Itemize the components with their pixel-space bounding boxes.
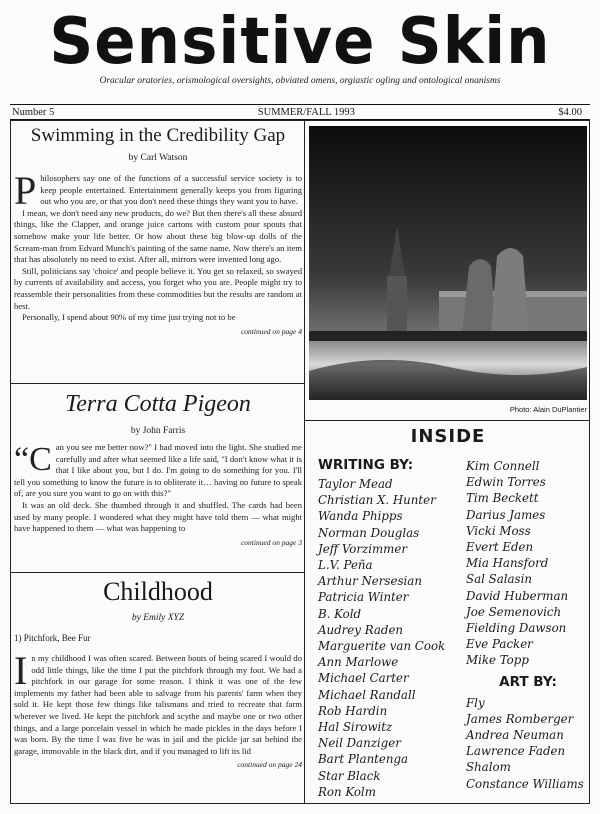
writer-name: Neil Danziger bbox=[318, 736, 401, 751]
drop-cap: I bbox=[14, 648, 28, 693]
story-byline: by John Farris bbox=[130, 426, 186, 436]
writer-name: Fielding Dawson bbox=[466, 621, 567, 636]
writer-name: Star Black bbox=[318, 768, 381, 783]
writer-name: Rob Hardin bbox=[318, 703, 388, 718]
writer-name: Sal Salasin bbox=[466, 572, 532, 587]
writer-name: L.V. Peña bbox=[318, 558, 373, 573]
story-subhead: 1) Pitchfork, Bee Fur bbox=[14, 633, 91, 643]
issue-season: SUMMER/FALL 1993 bbox=[257, 106, 355, 118]
artist-name: Lawrence Faden bbox=[466, 744, 566, 759]
artist-name: Fly bbox=[466, 695, 485, 710]
writing-heading: WRITING BY: bbox=[318, 457, 414, 473]
art-heading: ART BY: bbox=[499, 673, 557, 690]
writer-name: Joe Semenovich bbox=[466, 604, 562, 619]
writer-name: Ann Marlowe bbox=[318, 655, 399, 670]
story-body bbox=[14, 648, 302, 757]
story-paragraph: “Can you see me better now?" I had moved into the light. She studied me carefully and after what seemed like a life said, "I don't know what it is that I like about you, but I do. I'm going to do something for you. I'll tell you something to know the future is to obliterate it… having no future to speak of, are you sure you want to go on with this?" bbox=[14, 441, 302, 499]
story-byline: by Carl Watson bbox=[128, 153, 188, 163]
story-divider-2 bbox=[10, 572, 305, 573]
writers-left-column bbox=[318, 456, 463, 800]
masthead bbox=[0, 6, 600, 86]
inside-title: INSIDE bbox=[410, 426, 486, 447]
writer-name: Patricia Winter bbox=[318, 590, 409, 605]
issue-number: Number 5 bbox=[12, 106, 55, 118]
writer-name: Mike Topp bbox=[466, 653, 529, 668]
writer-name: Taylor Mead bbox=[318, 477, 393, 491]
story-byline: by Emily XYZ bbox=[131, 613, 185, 623]
inside-divider bbox=[304, 420, 590, 421]
writer-name: Tim Beckett bbox=[466, 491, 539, 506]
story-terra-cotta-pigeon bbox=[14, 392, 302, 547]
drop-cap: “C bbox=[14, 441, 52, 478]
writer-name: Mia Hansford bbox=[466, 556, 549, 571]
writer-name: Michael Carter bbox=[318, 671, 409, 686]
writer-name: Audrey Raden bbox=[318, 622, 404, 637]
story-paragraph: Philosophers say one of the functions of a successful service society is to keep people entertained. Entertainment generally keeps you from figuring out who you are, or that you don't need these things they want you to have. bbox=[14, 168, 302, 213]
writer-name: Vicki Moss bbox=[466, 523, 531, 538]
drop-cap: P bbox=[14, 168, 37, 213]
story-body bbox=[14, 442, 302, 535]
writer-name: Kim Connell bbox=[466, 459, 540, 473]
story-paragraph: Personally, I spend about 90% of my time just trying not to be bbox=[22, 312, 236, 323]
writer-name: Jeff Vorzimmer bbox=[318, 541, 407, 556]
masthead-title: Sensitive Skin bbox=[49, 4, 551, 79]
continued-link[interactable]: continued on page 24 bbox=[237, 760, 302, 770]
writer-name: Arthur Nersesian bbox=[318, 574, 422, 589]
cover-photo bbox=[309, 126, 587, 400]
artist-name: Andrea Neuman bbox=[466, 728, 564, 743]
photo-credit: Photo: Alain DuPlantier bbox=[509, 405, 587, 414]
red-square-photo bbox=[309, 126, 587, 400]
writer-name: Hal Sirowitz bbox=[318, 720, 393, 735]
story-paragraph: It was an old deck. She thumbed through it and shuffled. The cards had been used by many people. I wondered what they might have told them — what might have happened to them — what was happening to bbox=[14, 499, 302, 534]
continued-link[interactable]: continued on page 4 bbox=[240, 326, 302, 336]
writer-name: Darius James bbox=[466, 507, 546, 522]
story-paragraph: In my childhood I was often scared. Between bouts of being scared I would do odd little things, like the time I put the pitchfork through my foot. We had a pitchfork in our garage for some reason. I think it was one of the few implements my father had been able to salvage from his parents' farm when they sold it. He kept those few things like talismans and tried to recreate that farm wherever we lived. He kept the pitchfork and scythe and maybe one or two other things, and a large porcelain vessel in which he made pickles in the days before I was born. By the time I was five he was in jail and the pickle jar sat behind the garage, immovable in the black dirt, and if you managed to lift its lid bbox=[14, 648, 302, 756]
artist-name: Constance Williams bbox=[466, 776, 584, 791]
story-title: Terra Cotta Pigeon bbox=[65, 391, 251, 417]
issue-price: $4.00 bbox=[558, 106, 582, 118]
masthead-tagline: Oracular oratories, orismological oversights, obviated omens, orgiastic ogling and ontological onanisms bbox=[99, 76, 501, 86]
writer-name: Eve Packer bbox=[466, 637, 533, 652]
story-credibility-gap bbox=[14, 126, 302, 336]
writer-name: B. Kold bbox=[318, 606, 362, 621]
story-childhood bbox=[14, 579, 302, 769]
story-divider-1 bbox=[10, 383, 305, 384]
artist-name: Shalom bbox=[466, 760, 511, 775]
story-body bbox=[14, 168, 302, 324]
writer-name: Ron Kolm bbox=[318, 784, 376, 799]
story-paragraph: I mean, we don't need any new products, do we? But then there's all these absurd things, like the Clapper, and orange juice cartons with custom pour spouts that somehow make your life better. Or how about these big blow-up dolls of the Scream-man from Edvard Munch's painting of the same name. Now there's an item that has absolutely no need to exist. After all, mirrors were invented long ago. bbox=[14, 207, 302, 265]
writer-name: David Huberman bbox=[466, 588, 569, 603]
writer-name: Bart Plantenga bbox=[318, 752, 409, 767]
writer-name: Edwin Torres bbox=[466, 475, 546, 490]
writers-right-column bbox=[466, 458, 590, 792]
story-title: Swimming in the Credibility Gap bbox=[30, 125, 286, 146]
artist-name: James Romberger bbox=[466, 711, 574, 726]
writer-name: Wanda Phipps bbox=[318, 509, 403, 524]
writer-name: Marguerite van Cook bbox=[318, 639, 446, 654]
story-paragraph: Still, politicians say 'choice' and people believe it. You get so relaxed, so swayed by currents of availability and access, you forget who you are. People might try to reassemble their personalities from these commodities but the results are random at best. bbox=[14, 265, 302, 311]
writer-name: Christian X. Hunter bbox=[318, 493, 436, 508]
continued-link[interactable]: continued on page 3 bbox=[240, 537, 302, 547]
story-title: Childhood bbox=[103, 577, 213, 606]
writer-name: Michael Randall bbox=[318, 687, 416, 702]
issue-bar bbox=[10, 104, 590, 120]
writer-name: Evert Eden bbox=[466, 540, 534, 555]
column-divider bbox=[304, 120, 305, 804]
writer-name: Norman Douglas bbox=[318, 525, 420, 540]
